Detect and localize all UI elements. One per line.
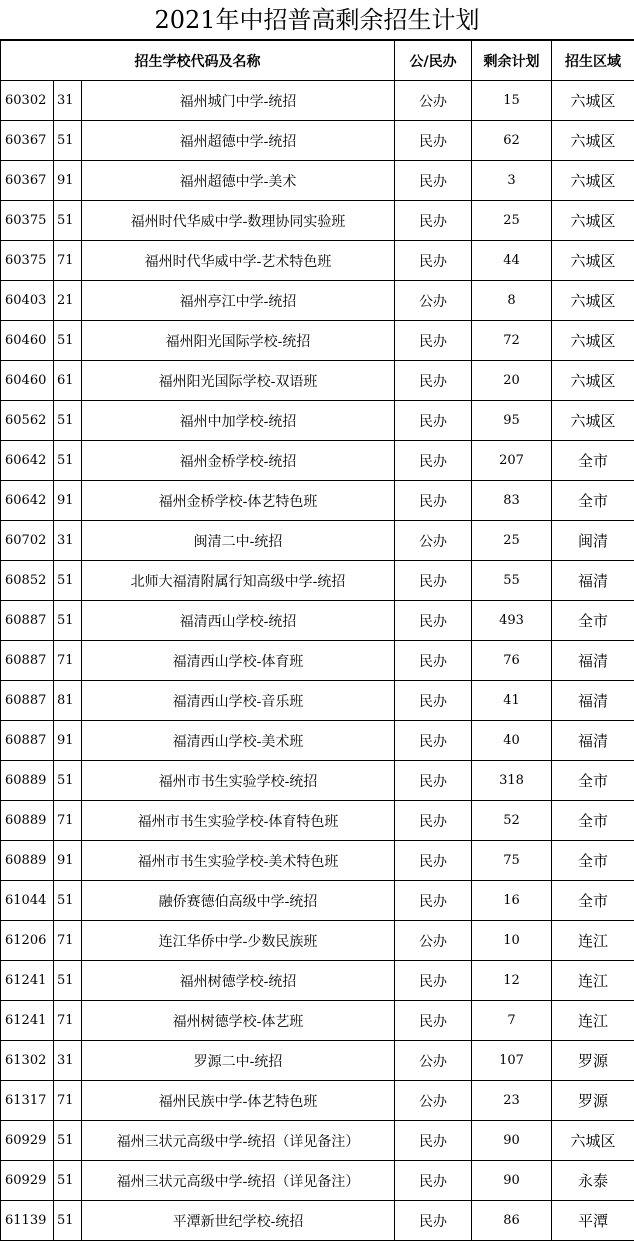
school-code-cell: 60889: [1, 761, 54, 801]
school-name-cell: 福清西山学校-音乐班: [82, 681, 395, 721]
school-type-cell: 民办: [395, 1121, 472, 1161]
school-code-cell: 60889: [1, 841, 54, 881]
table-row: [1, 121, 634, 161]
school-type-cell: 民办: [395, 481, 472, 521]
school-code-cell: 60302: [1, 81, 54, 121]
school-type-cell: 民办: [395, 361, 472, 401]
program-code-cell: 51: [54, 1201, 82, 1241]
school-name-cell: 福州三状元高级中学-统招（详见备注）: [82, 1121, 395, 1161]
school-name-cell: 福州树德学校-体艺班: [82, 1001, 395, 1041]
school-name-cell: 福州阳光国际学校-双语班: [82, 361, 395, 401]
school-name-cell: 北师大福清附属行知高级中学-统招: [82, 561, 395, 601]
school-code-cell: 60929: [1, 1121, 54, 1161]
table-row: [1, 961, 634, 1001]
program-code-cell: 51: [54, 561, 82, 601]
enrollment-area-cell: 全市: [552, 481, 634, 521]
remaining-quota-cell: 16: [472, 881, 552, 921]
school-type-cell: 民办: [395, 241, 472, 281]
remaining-quota-cell: 7: [472, 1001, 552, 1041]
school-code-cell: 60460: [1, 361, 54, 401]
table-row: [1, 241, 634, 281]
enrollment-area-cell: 平潭: [552, 1201, 634, 1241]
enrollment-table: [0, 40, 634, 1241]
enrollment-area-cell: 连江: [552, 1001, 634, 1041]
enrollment-area-cell: 六城区: [552, 161, 634, 201]
program-code-cell: 51: [54, 1161, 82, 1201]
table-body: [1, 81, 634, 1241]
table-row: [1, 401, 634, 441]
table-row: [1, 761, 634, 801]
table-row: [1, 841, 634, 881]
remaining-quota-cell: 318: [472, 761, 552, 801]
remaining-quota-cell: 55: [472, 561, 552, 601]
school-code-cell: 60889: [1, 801, 54, 841]
enrollment-area-cell: 闽清: [552, 521, 634, 561]
school-name-cell: 福州民族中学-体艺特色班: [82, 1081, 395, 1121]
enrollment-area-cell: 罗源: [552, 1081, 634, 1121]
table-row: [1, 1081, 634, 1121]
school-name-cell: 福州超德中学-统招: [82, 121, 395, 161]
program-code-cell: 51: [54, 961, 82, 1001]
remaining-quota-cell: 8: [472, 281, 552, 321]
remaining-quota-cell: 52: [472, 801, 552, 841]
table-header-row: [1, 41, 634, 81]
school-code-cell: 60887: [1, 681, 54, 721]
school-name-cell: 福州市书生实验学校-美术特色班: [82, 841, 395, 881]
header-school: 招生学校代码及名称: [1, 41, 395, 81]
table-row: [1, 801, 634, 841]
enrollment-area-cell: 六城区: [552, 81, 634, 121]
program-code-cell: 61: [54, 361, 82, 401]
program-code-cell: 71: [54, 1001, 82, 1041]
remaining-quota-cell: 40: [472, 721, 552, 761]
remaining-quota-cell: 90: [472, 1121, 552, 1161]
enrollment-area-cell: 全市: [552, 841, 634, 881]
table-row: [1, 641, 634, 681]
program-code-cell: 71: [54, 801, 82, 841]
school-type-cell: 民办: [395, 1161, 472, 1201]
school-type-cell: 公办: [395, 81, 472, 121]
table-row: [1, 1041, 634, 1081]
school-code-cell: 60852: [1, 561, 54, 601]
table-row: [1, 481, 634, 521]
school-name-cell: 福州超德中学-美术: [82, 161, 395, 201]
program-code-cell: 91: [54, 721, 82, 761]
enrollment-area-cell: 全市: [552, 601, 634, 641]
enrollment-area-cell: 福清: [552, 641, 634, 681]
table-row: [1, 1161, 634, 1201]
header-remaining: 剩余计划: [472, 41, 552, 81]
school-type-cell: 民办: [395, 401, 472, 441]
school-type-cell: 民办: [395, 841, 472, 881]
table-row: [1, 681, 634, 721]
school-type-cell: 民办: [395, 961, 472, 1001]
school-name-cell: 福州三状元高级中学-统招（详见备注）: [82, 1161, 395, 1201]
school-name-cell: 福州树德学校-统招: [82, 961, 395, 1001]
school-code-cell: 60375: [1, 201, 54, 241]
program-code-cell: 51: [54, 601, 82, 641]
remaining-quota-cell: 12: [472, 961, 552, 1001]
enrollment-area-cell: 六城区: [552, 321, 634, 361]
school-code-cell: 60887: [1, 641, 54, 681]
school-type-cell: 民办: [395, 801, 472, 841]
school-code-cell: 60887: [1, 601, 54, 641]
program-code-cell: 81: [54, 681, 82, 721]
remaining-quota-cell: 25: [472, 521, 552, 561]
program-code-cell: 91: [54, 161, 82, 201]
enrollment-area-cell: 永泰: [552, 1161, 634, 1201]
school-name-cell: 福州中加学校-统招: [82, 401, 395, 441]
enrollment-area-cell: 六城区: [552, 281, 634, 321]
remaining-quota-cell: 107: [472, 1041, 552, 1081]
enrollment-area-cell: 全市: [552, 761, 634, 801]
remaining-quota-cell: 90: [472, 1161, 552, 1201]
table-row: [1, 161, 634, 201]
remaining-quota-cell: 20: [472, 361, 552, 401]
program-code-cell: 31: [54, 81, 82, 121]
school-code-cell: 61302: [1, 1041, 54, 1081]
remaining-quota-cell: 62: [472, 121, 552, 161]
remaining-quota-cell: 10: [472, 921, 552, 961]
school-type-cell: 民办: [395, 561, 472, 601]
remaining-quota-cell: 95: [472, 401, 552, 441]
remaining-quota-cell: 3: [472, 161, 552, 201]
table-row: [1, 1001, 634, 1041]
table-row: [1, 441, 634, 481]
header-area: 招生区域: [552, 41, 634, 81]
program-code-cell: 71: [54, 1081, 82, 1121]
school-type-cell: 民办: [395, 161, 472, 201]
remaining-quota-cell: 86: [472, 1201, 552, 1241]
school-code-cell: 60702: [1, 521, 54, 561]
program-code-cell: 51: [54, 761, 82, 801]
school-code-cell: 60403: [1, 281, 54, 321]
program-code-cell: 21: [54, 281, 82, 321]
program-code-cell: 51: [54, 881, 82, 921]
enrollment-area-cell: 全市: [552, 801, 634, 841]
school-type-cell: 公办: [395, 281, 472, 321]
school-type-cell: 民办: [395, 721, 472, 761]
school-name-cell: 福清西山学校-体育班: [82, 641, 395, 681]
school-type-cell: 民办: [395, 761, 472, 801]
school-name-cell: 福州时代华威中学-艺术特色班: [82, 241, 395, 281]
school-code-cell: 61241: [1, 961, 54, 1001]
enrollment-area-cell: 福清: [552, 561, 634, 601]
table-row: [1, 521, 634, 561]
school-name-cell: 福州亭江中学-统招: [82, 281, 395, 321]
table-row: [1, 601, 634, 641]
school-name-cell: 福清西山学校-美术班: [82, 721, 395, 761]
program-code-cell: 71: [54, 641, 82, 681]
remaining-quota-cell: 72: [472, 321, 552, 361]
table-row: [1, 561, 634, 601]
table-row: [1, 1201, 634, 1241]
school-code-cell: 61241: [1, 1001, 54, 1041]
school-name-cell: 福州阳光国际学校-统招: [82, 321, 395, 361]
school-name-cell: 福清西山学校-统招: [82, 601, 395, 641]
table-row: [1, 201, 634, 241]
school-type-cell: 民办: [395, 641, 472, 681]
school-type-cell: 民办: [395, 201, 472, 241]
remaining-quota-cell: 44: [472, 241, 552, 281]
school-type-cell: 公办: [395, 1081, 472, 1121]
school-code-cell: 60887: [1, 721, 54, 761]
header-type: 公/民办: [395, 41, 472, 81]
program-code-cell: 91: [54, 481, 82, 521]
school-code-cell: 60367: [1, 121, 54, 161]
enrollment-area-cell: 罗源: [552, 1041, 634, 1081]
school-code-cell: 61206: [1, 921, 54, 961]
enrollment-area-cell: 六城区: [552, 1121, 634, 1161]
enrollment-area-cell: 六城区: [552, 121, 634, 161]
program-code-cell: 51: [54, 201, 82, 241]
table-row: [1, 721, 634, 761]
enrollment-area-cell: 连江: [552, 961, 634, 1001]
program-code-cell: 71: [54, 241, 82, 281]
school-type-cell: 民办: [395, 441, 472, 481]
program-code-cell: 31: [54, 1041, 82, 1081]
school-type-cell: 民办: [395, 881, 472, 921]
program-code-cell: 51: [54, 441, 82, 481]
table-row: [1, 881, 634, 921]
school-type-cell: 民办: [395, 681, 472, 721]
school-name-cell: 连江华侨中学-少数民族班: [82, 921, 395, 961]
enrollment-area-cell: 全市: [552, 441, 634, 481]
enrollment-area-cell: 六城区: [552, 361, 634, 401]
school-name-cell: 闽清二中-统招: [82, 521, 395, 561]
school-code-cell: 60367: [1, 161, 54, 201]
remaining-quota-cell: 207: [472, 441, 552, 481]
program-code-cell: 71: [54, 921, 82, 961]
school-code-cell: 60642: [1, 441, 54, 481]
enrollment-area-cell: 六城区: [552, 201, 634, 241]
enrollment-area-cell: 六城区: [552, 241, 634, 281]
remaining-quota-cell: 23: [472, 1081, 552, 1121]
school-type-cell: 公办: [395, 921, 472, 961]
table-row: [1, 921, 634, 961]
program-code-cell: 51: [54, 121, 82, 161]
program-code-cell: 51: [54, 321, 82, 361]
program-code-cell: 91: [54, 841, 82, 881]
remaining-quota-cell: 76: [472, 641, 552, 681]
school-name-cell: 福州金桥学校-体艺特色班: [82, 481, 395, 521]
remaining-quota-cell: 75: [472, 841, 552, 881]
school-type-cell: 公办: [395, 521, 472, 561]
school-name-cell: 平潭新世纪学校-统招: [82, 1201, 395, 1241]
school-name-cell: 福州城门中学-统招: [82, 81, 395, 121]
school-name-cell: 融侨赛德伯高级中学-统招: [82, 881, 395, 921]
school-type-cell: 民办: [395, 321, 472, 361]
school-type-cell: 民办: [395, 1201, 472, 1241]
school-type-cell: 民办: [395, 121, 472, 161]
table-row: [1, 361, 634, 401]
school-name-cell: 福州金桥学校-统招: [82, 441, 395, 481]
program-code-cell: 31: [54, 521, 82, 561]
remaining-quota-cell: 493: [472, 601, 552, 641]
remaining-quota-cell: 15: [472, 81, 552, 121]
enrollment-area-cell: 全市: [552, 881, 634, 921]
enrollment-area-cell: 六城区: [552, 401, 634, 441]
remaining-quota-cell: 25: [472, 201, 552, 241]
school-type-cell: 公办: [395, 1041, 472, 1081]
school-code-cell: 61317: [1, 1081, 54, 1121]
school-code-cell: 60562: [1, 401, 54, 441]
table-row: [1, 281, 634, 321]
school-name-cell: 福州市书生实验学校-体育特色班: [82, 801, 395, 841]
program-code-cell: 51: [54, 401, 82, 441]
school-type-cell: 民办: [395, 1001, 472, 1041]
school-code-cell: 60460: [1, 321, 54, 361]
remaining-quota-cell: 41: [472, 681, 552, 721]
school-name-cell: 福州时代华威中学-数理协同实验班: [82, 201, 395, 241]
school-type-cell: 民办: [395, 601, 472, 641]
table-row: [1, 321, 634, 361]
school-code-cell: 60642: [1, 481, 54, 521]
school-name-cell: 福州市书生实验学校-统招: [82, 761, 395, 801]
school-name-cell: 罗源二中-统招: [82, 1041, 395, 1081]
enrollment-area-cell: 福清: [552, 721, 634, 761]
page-title: 2021年中招普高剩余招生计划: [0, 0, 634, 40]
table-row: [1, 81, 634, 121]
program-code-cell: 51: [54, 1121, 82, 1161]
school-code-cell: 60929: [1, 1161, 54, 1201]
school-code-cell: 61139: [1, 1201, 54, 1241]
enrollment-area-cell: 连江: [552, 921, 634, 961]
school-code-cell: 61044: [1, 881, 54, 921]
table-row: [1, 1121, 634, 1161]
school-code-cell: 60375: [1, 241, 54, 281]
remaining-quota-cell: 83: [472, 481, 552, 521]
enrollment-area-cell: 福清: [552, 681, 634, 721]
